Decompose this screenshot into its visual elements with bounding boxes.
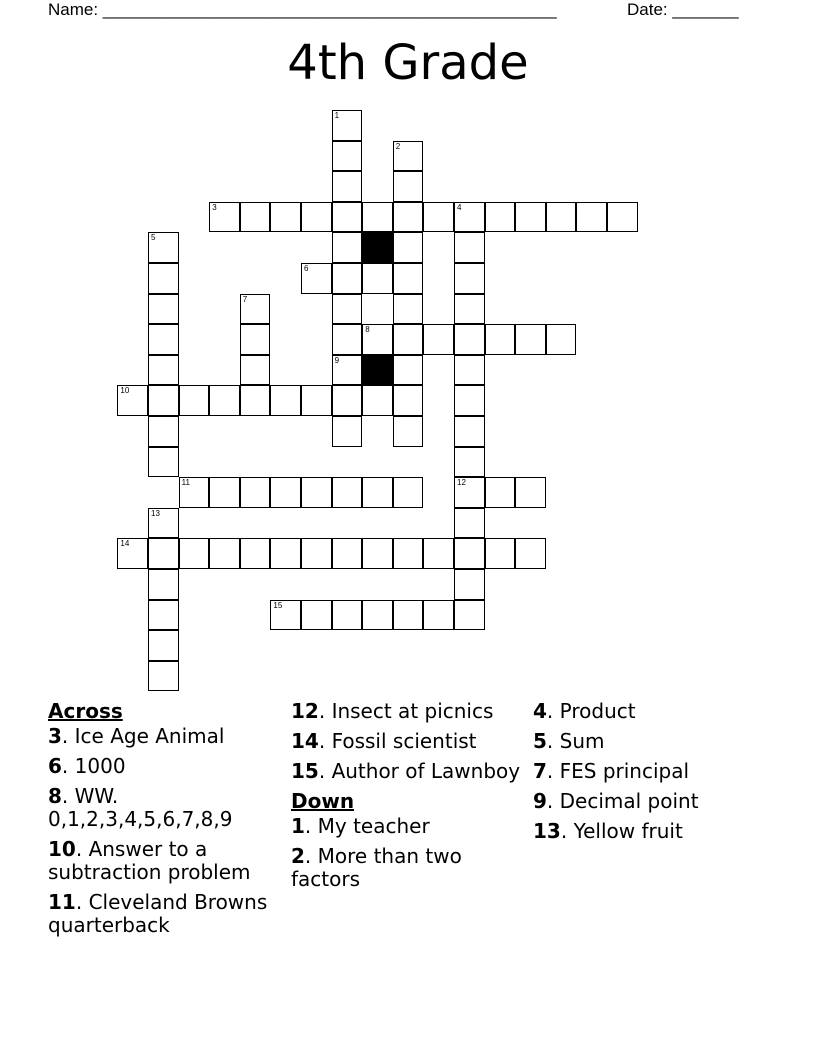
grid-cell[interactable] bbox=[240, 324, 271, 355]
grid-cell[interactable] bbox=[362, 538, 393, 569]
clues-column-2 bbox=[291, 700, 521, 898]
grid-cell[interactable] bbox=[454, 294, 485, 325]
grid-cell[interactable] bbox=[117, 385, 148, 416]
grid-cell[interactable] bbox=[148, 263, 179, 294]
grid-cell[interactable] bbox=[148, 324, 179, 355]
grid-cell[interactable] bbox=[454, 355, 485, 386]
grid-cell[interactable] bbox=[148, 294, 179, 325]
grid-clue-number: 6 bbox=[304, 264, 309, 273]
grid-cell[interactable] bbox=[301, 477, 332, 508]
clue-number: 15 bbox=[291, 759, 319, 783]
grid-cell[interactable] bbox=[332, 202, 363, 233]
grid-cell[interactable] bbox=[454, 232, 485, 263]
grid-cell[interactable] bbox=[332, 171, 363, 202]
grid-cell[interactable] bbox=[179, 538, 210, 569]
grid-clue-number: 3 bbox=[212, 202, 217, 212]
grid-cell[interactable] bbox=[454, 416, 485, 447]
clue-text: Author of Lawnboy bbox=[331, 759, 521, 783]
grid-clue-number: 14 bbox=[120, 539, 130, 549]
grid-cell[interactable] bbox=[332, 538, 363, 569]
grid-cell[interactable] bbox=[332, 324, 363, 355]
grid-cell[interactable] bbox=[270, 385, 301, 416]
grid-cell[interactable] bbox=[148, 538, 179, 569]
grid-cell[interactable] bbox=[148, 630, 179, 661]
down-heading: Down bbox=[291, 789, 355, 813]
down-clue-4: 4. Product bbox=[533, 699, 636, 723]
grid-cell[interactable] bbox=[117, 538, 148, 569]
grid-cell[interactable] bbox=[393, 355, 424, 386]
page-title: 4th Grade bbox=[287, 35, 529, 91]
grid-clue-number: 5 bbox=[151, 233, 156, 243]
grid-cell[interactable] bbox=[423, 202, 454, 233]
grid-clue-number: 4 bbox=[457, 202, 462, 212]
grid-cell[interactable] bbox=[454, 202, 485, 233]
grid-cell[interactable] bbox=[576, 202, 607, 233]
grid-cell[interactable] bbox=[423, 324, 454, 355]
grid-cell[interactable] bbox=[332, 232, 363, 263]
grid-cell[interactable] bbox=[454, 477, 485, 508]
grid-cell[interactable] bbox=[485, 477, 516, 508]
grid-cell[interactable] bbox=[393, 263, 424, 294]
clue-number: 4 bbox=[533, 699, 547, 723]
grid-cell[interactable] bbox=[332, 385, 363, 416]
clue-number: 8 bbox=[48, 784, 62, 808]
down-clue-2: 2. More than two factors bbox=[291, 844, 462, 891]
name-line: Name: ________________________________________________ bbox=[48, 0, 557, 19]
grid-cell[interactable] bbox=[301, 600, 332, 631]
grid-cell[interactable] bbox=[393, 324, 424, 355]
grid-clue-number: 9 bbox=[334, 355, 340, 365]
grid-cell[interactable] bbox=[332, 416, 363, 447]
across-clue-14: 14. Fossil scientist bbox=[291, 729, 477, 753]
clue-number: 14 bbox=[291, 729, 319, 753]
grid-cell[interactable] bbox=[148, 447, 179, 478]
grid-cell[interactable] bbox=[179, 477, 210, 508]
grid-cell[interactable] bbox=[423, 600, 454, 631]
grid-cell[interactable] bbox=[454, 538, 485, 569]
clue-text: Answer to a subtraction problem bbox=[48, 837, 251, 884]
across-heading: Across bbox=[48, 699, 123, 723]
clue-number: 2 bbox=[291, 844, 305, 868]
clues-column-3 bbox=[533, 700, 763, 850]
clue-text: Decimal point bbox=[559, 789, 699, 813]
grid-clue-number: 2 bbox=[395, 141, 401, 151]
clue-text: Cleveland Browns quarterback bbox=[48, 890, 268, 937]
clue-number: 12 bbox=[291, 699, 319, 723]
grid-cell[interactable] bbox=[485, 538, 516, 569]
clue-number: 3 bbox=[48, 724, 62, 748]
grid-cell[interactable] bbox=[454, 263, 485, 294]
across-clue-15: 15. Author of Lawnboy bbox=[291, 759, 521, 783]
grid-cell[interactable] bbox=[301, 538, 332, 569]
grid-cell[interactable] bbox=[546, 202, 577, 233]
clue-number: 10 bbox=[48, 837, 76, 861]
grid-cell[interactable] bbox=[485, 202, 516, 233]
grid-cell[interactable] bbox=[332, 110, 363, 141]
clue-number: 6 bbox=[48, 754, 62, 778]
grid-clue-number: 12 bbox=[457, 478, 466, 488]
down-clue-1: 1. My teacher bbox=[291, 814, 430, 838]
grid-cell[interactable] bbox=[454, 600, 485, 631]
grid-cell[interactable] bbox=[515, 324, 546, 355]
grid-cell[interactable] bbox=[270, 202, 301, 233]
grid-clue-number: 15 bbox=[273, 600, 283, 610]
grid-cell[interactable] bbox=[393, 385, 424, 416]
grid-cell[interactable] bbox=[270, 600, 301, 631]
grid-cell[interactable] bbox=[485, 324, 516, 355]
grid-cell[interactable] bbox=[209, 477, 240, 508]
grid-cell[interactable] bbox=[240, 538, 271, 569]
down-clue-7: 7. FES principal bbox=[533, 759, 690, 783]
across-clue-6: 6. 1000 bbox=[48, 754, 126, 778]
clues-column-1 bbox=[48, 700, 278, 944]
grid-cell[interactable] bbox=[362, 600, 393, 631]
clue-number: 13 bbox=[533, 819, 561, 843]
grid-cell[interactable] bbox=[148, 508, 179, 539]
grid-clue-number: 1 bbox=[334, 111, 340, 120]
grid-cell[interactable] bbox=[148, 569, 179, 600]
grid-clue-number: 8 bbox=[365, 325, 370, 335]
grid-cell[interactable] bbox=[270, 538, 301, 569]
across-clue-11: 11. Cleveland Browns quarterback bbox=[48, 890, 268, 937]
grid-cell[interactable] bbox=[209, 202, 240, 233]
grid-cell[interactable] bbox=[148, 355, 179, 386]
grid-cell[interactable] bbox=[362, 202, 393, 233]
down-clue-9: 9. Decimal point bbox=[533, 789, 699, 813]
clue-text: 1000 bbox=[74, 754, 126, 778]
grid-cell[interactable] bbox=[301, 263, 332, 294]
grid-cell[interactable] bbox=[148, 661, 179, 692]
clue-text: Product bbox=[559, 699, 636, 723]
grid-cell[interactable] bbox=[209, 385, 240, 416]
grid-block bbox=[362, 232, 393, 263]
grid-cell[interactable] bbox=[362, 477, 393, 508]
grid-cell[interactable] bbox=[393, 202, 424, 233]
grid-cell[interactable] bbox=[148, 385, 179, 416]
clue-text: More than two factors bbox=[291, 844, 462, 891]
date-line: Date: _______ bbox=[627, 0, 739, 19]
grid-block bbox=[362, 355, 393, 386]
grid-cell[interactable] bbox=[393, 232, 424, 263]
clue-text: Ice Age Animal bbox=[74, 724, 225, 748]
clue-number: 5 bbox=[533, 729, 547, 753]
grid-cell[interactable] bbox=[179, 385, 210, 416]
grid-cell[interactable] bbox=[515, 477, 546, 508]
grid-cell[interactable] bbox=[240, 385, 271, 416]
grid-cell[interactable] bbox=[546, 324, 577, 355]
clue-number: 7 bbox=[533, 759, 547, 783]
grid-cell[interactable] bbox=[362, 324, 393, 355]
grid-cell[interactable] bbox=[393, 294, 424, 325]
grid-cell[interactable] bbox=[393, 600, 424, 631]
grid-cell[interactable] bbox=[454, 508, 485, 539]
grid-cell[interactable] bbox=[209, 538, 240, 569]
grid-cell[interactable] bbox=[301, 385, 332, 416]
grid-cell[interactable] bbox=[301, 202, 332, 233]
across-clue-10: 10. Answer to a subtraction problem bbox=[48, 837, 251, 884]
grid-cell[interactable] bbox=[148, 416, 179, 447]
clue-number: 1 bbox=[291, 814, 305, 838]
grid-cell[interactable] bbox=[240, 477, 271, 508]
grid-cell[interactable] bbox=[332, 600, 363, 631]
grid-cell[interactable] bbox=[393, 538, 424, 569]
grid-cell[interactable] bbox=[454, 324, 485, 355]
grid-cell[interactable] bbox=[332, 477, 363, 508]
grid-cell[interactable] bbox=[393, 141, 424, 172]
grid-cell[interactable] bbox=[240, 355, 271, 386]
grid-cell[interactable] bbox=[423, 538, 454, 569]
grid-clue-number: 13 bbox=[151, 508, 160, 518]
grid-cell[interactable] bbox=[148, 600, 179, 631]
across-clue-3: 3. Ice Age Animal bbox=[48, 724, 225, 748]
grid-cell[interactable] bbox=[148, 232, 179, 263]
across-clue-8: 8. WW. 0,1,2,3,4,5,6,7,8,9 bbox=[48, 784, 233, 831]
clue-text: Insect at picnics bbox=[331, 699, 494, 723]
down-clue-5: 5. Sum bbox=[533, 729, 605, 753]
grid-clue-number: 10 bbox=[120, 386, 130, 396]
grid-cell[interactable] bbox=[393, 416, 424, 447]
clue-text: FES principal bbox=[559, 759, 690, 783]
grid-cell[interactable] bbox=[393, 171, 424, 202]
clue-number: 9 bbox=[533, 789, 547, 813]
clue-number: 11 bbox=[48, 890, 76, 914]
grid-cell[interactable] bbox=[240, 202, 271, 233]
down-clue-13: 13. Yellow fruit bbox=[533, 819, 683, 843]
grid-cell[interactable] bbox=[332, 263, 363, 294]
grid-clue-number: 11 bbox=[181, 478, 190, 488]
grid-cell[interactable] bbox=[332, 355, 363, 386]
across-clue-12: 12. Insect at picnics bbox=[291, 699, 494, 723]
grid-cell[interactable] bbox=[515, 202, 546, 233]
grid-cell[interactable] bbox=[362, 263, 393, 294]
grid-cell[interactable] bbox=[240, 294, 271, 325]
clue-text: Fossil scientist bbox=[331, 729, 477, 753]
grid-cell[interactable] bbox=[454, 447, 485, 478]
clue-text: Yellow fruit bbox=[573, 819, 683, 843]
clue-text: My teacher bbox=[317, 814, 430, 838]
clue-text: Sum bbox=[559, 729, 605, 753]
grid-cell[interactable] bbox=[332, 294, 363, 325]
grid-cell[interactable] bbox=[332, 141, 363, 172]
grid-cell[interactable] bbox=[393, 477, 424, 508]
grid-cell[interactable] bbox=[270, 477, 301, 508]
clue-text: WW. 0,1,2,3,4,5,6,7,8,9 bbox=[48, 784, 233, 831]
grid-cell[interactable] bbox=[362, 385, 393, 416]
grid-cell[interactable] bbox=[454, 569, 485, 600]
grid-clue-number: 7 bbox=[242, 294, 248, 304]
grid-cell[interactable] bbox=[515, 538, 546, 569]
grid-cell[interactable] bbox=[607, 202, 638, 233]
grid-cell[interactable] bbox=[454, 385, 485, 416]
